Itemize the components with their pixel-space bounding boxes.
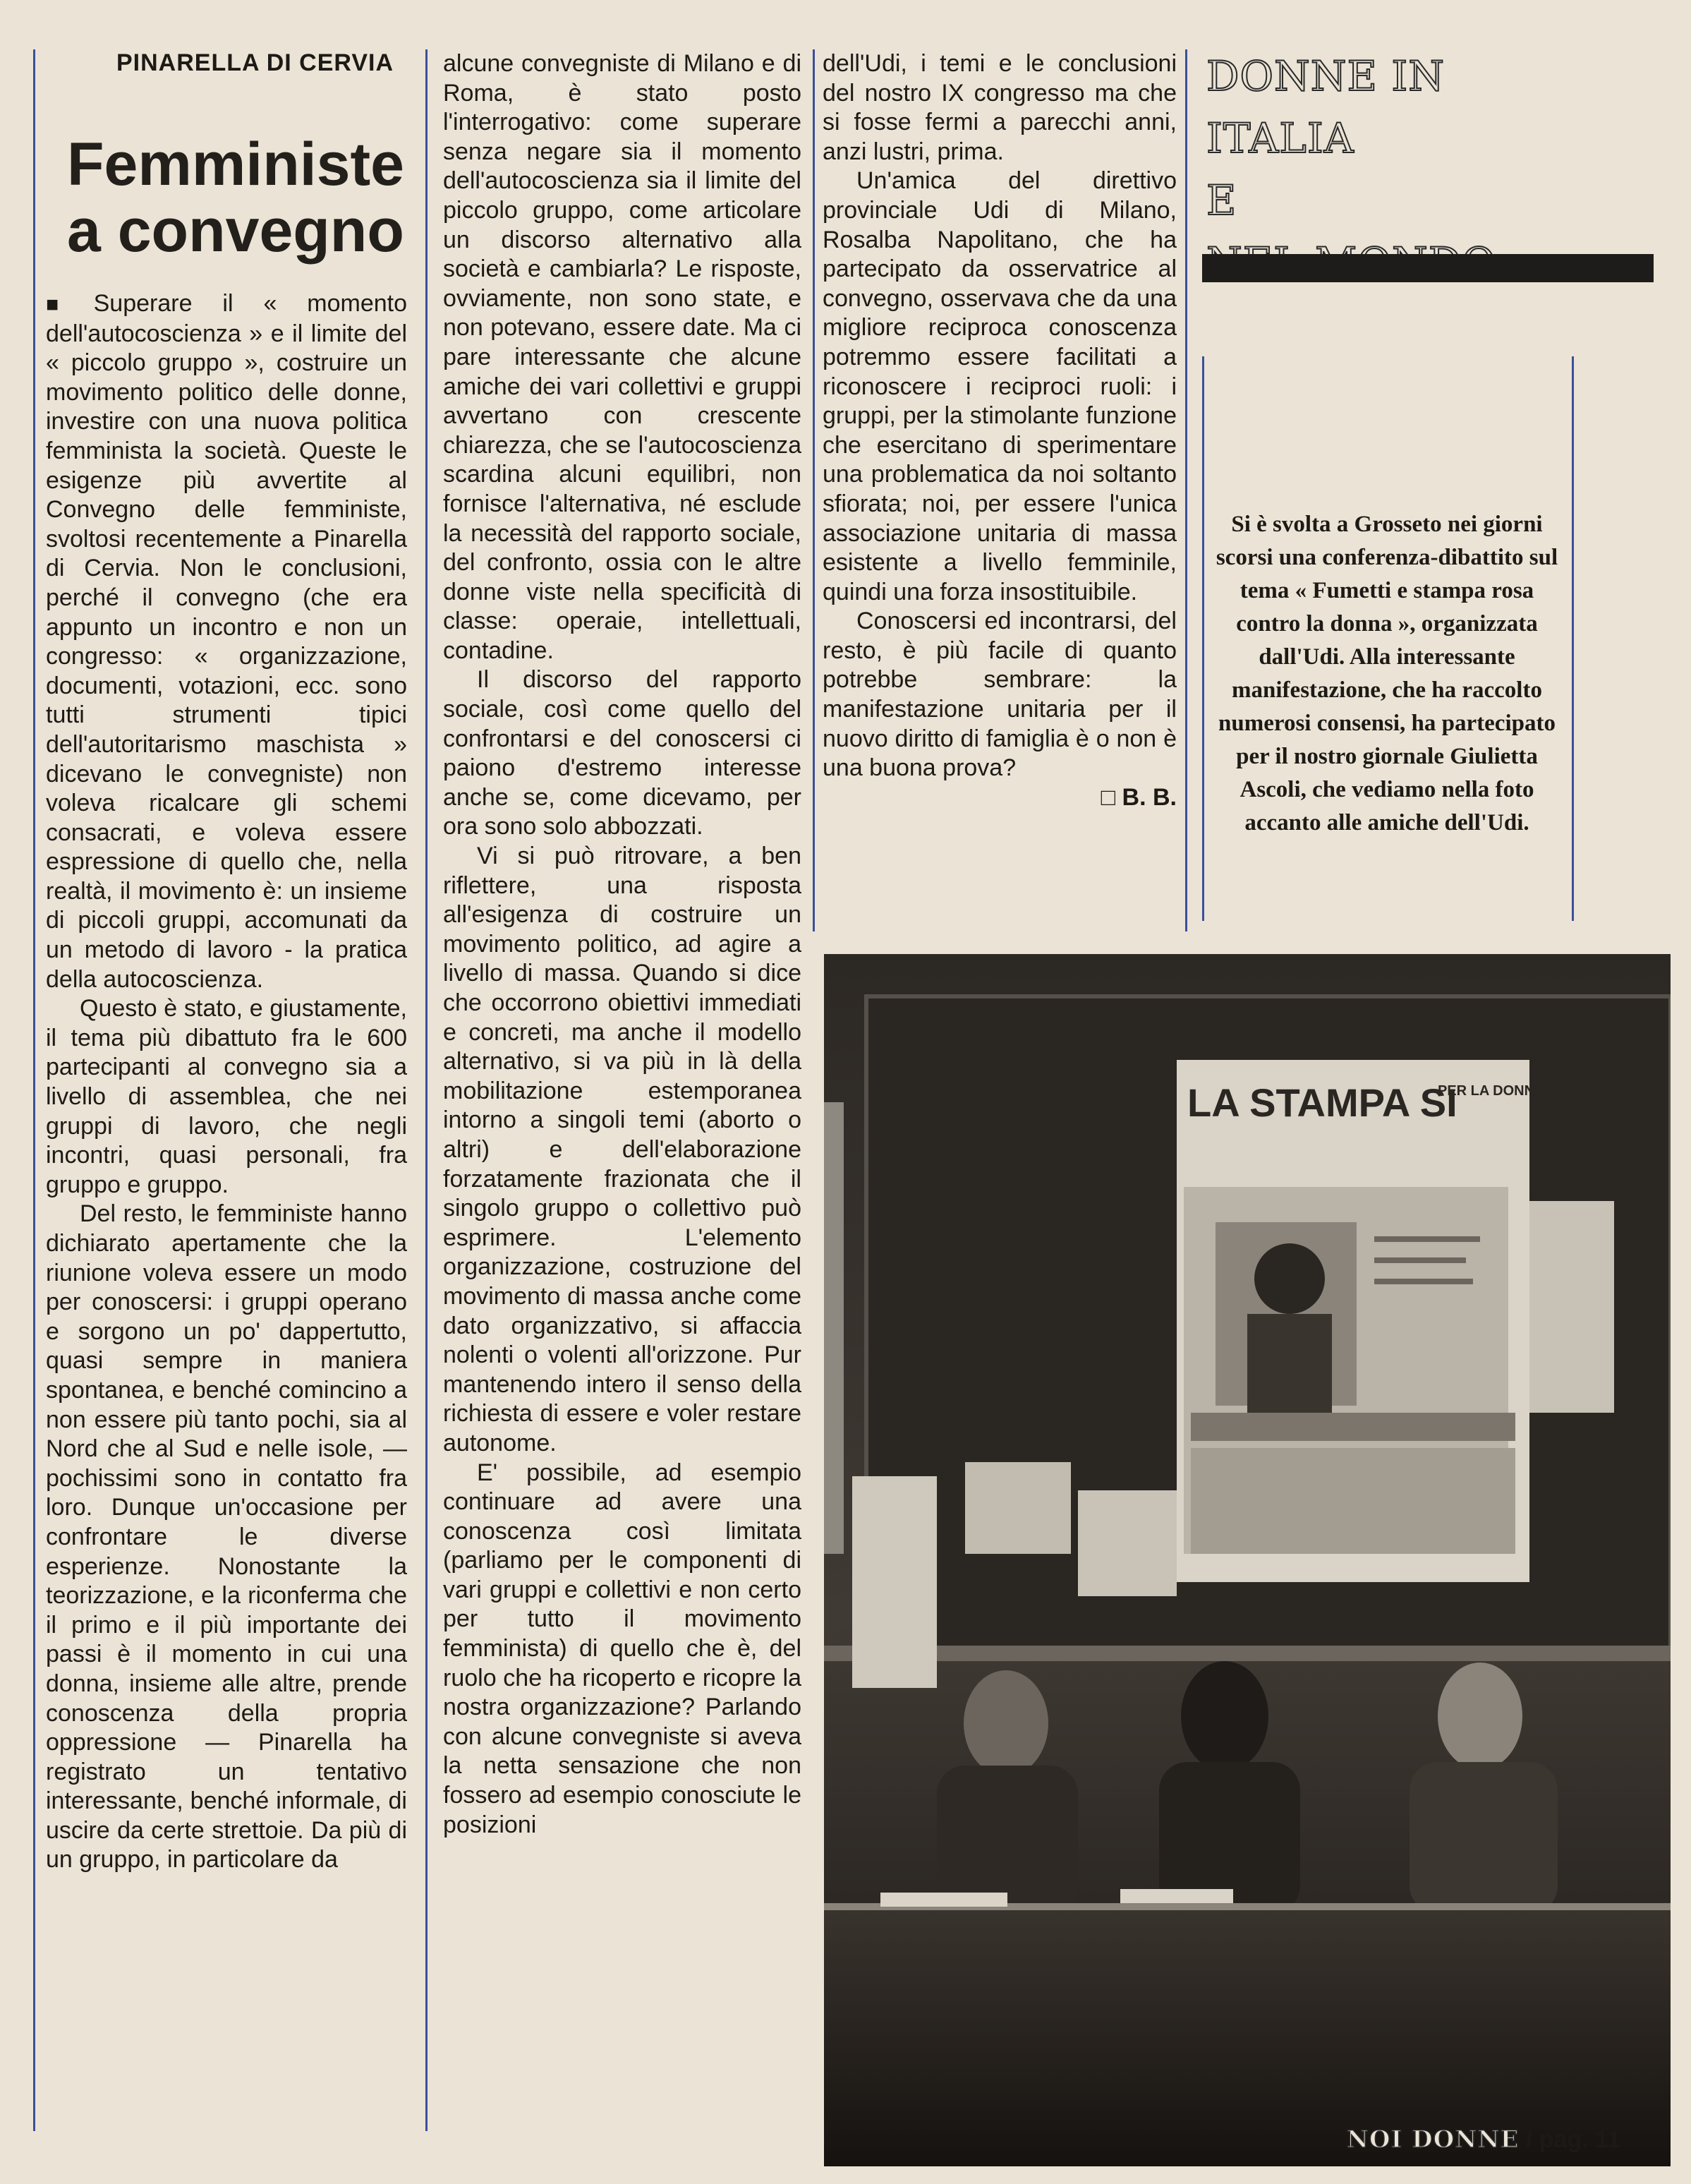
paragraph: Vi si può ritrovare, a ben riflettere, una risposta all'esigenza di costruire un movimento politico, ad agire a livello di massa. Quando si dice che occorrono obiettivi immediati e concreti, ma anche il modello alternativo, si va più in là della mobilitazione estemporanea intorno a singoli temi (aborto o altri) e dell'elaborazione forzatamente frazionata che il singolo gruppo o collettivo può esprimere. L'elemento organizzazione, costruzione del movimento di massa anche come dato organizzativo, si affaccia nolenti o volenti all'orizzone. Pur mantenendo intero il senso della richiesta di essere e voler restare autonome.	[443, 843, 801, 1456]
footer-separator: /	[1525, 2126, 1533, 2153]
poster-title: LA STAMPA SI	[1187, 1080, 1457, 1125]
section-title-line: DONNE IN ITALIA	[1206, 52, 1445, 162]
article-column-1	[46, 289, 407, 1875]
caption-rule-left	[1202, 356, 1204, 921]
bullet-marker: ■	[46, 293, 83, 316]
section-bar	[1202, 254, 1654, 282]
kicker: PINARELLA DI CERVIA	[116, 49, 394, 76]
caption-rule-right	[1572, 356, 1574, 921]
article-column-2	[443, 49, 801, 1840]
paragraph: Il discorso del rapporto sociale, così come quello del confrontarsi e del conoscersi ci paiono d'estremo interesse anche se, come dicevamo, per ora sono solo abbozzati.	[443, 666, 801, 840]
photo-illustration	[824, 954, 1671, 2166]
author-signature: □ B. B.	[1101, 783, 1177, 811]
section-title-line: E	[1206, 176, 1237, 224]
column-rule-4	[1185, 49, 1187, 931]
paragraph: Un'amica del direttivo provinciale Udi di Milano, Rosalba Napolitano, che ha partecipato da osservatrice al convegno, osservava che da una migliore reciproca conoscenza potremmo essere facilitati a riconoscere i reciproci ruoli: i gruppi, per la stimolante funzione che esercitano di sperimentare una problematica da noi soltanto sfiorata; noi, per essere l'unica associazione unitaria di massa esistente a livello femminile, quindi una forza insostituibile.	[823, 167, 1177, 605]
article-column-3	[823, 49, 1177, 812]
column-rule-2	[425, 49, 428, 2131]
paragraph: ■ Superare il « momento dell'autocoscienza » e il limite del « piccolo gruppo », costruire un movimento politico delle donne, investire con una nuova politica femminista la società. Queste le esigenze più avvertite al Convegno delle femministe, svoltosi recentemente a Pinarella di Cervia. Non le conclusioni, perché il convegno (che era appunto un incontro e non un congresso: « organizzazione, documenti, votazioni, ecc. sono tutti strumenti tipici dell'autoritarismo maschista » dicevano le convegniste) non voleva ricalcare gli schemi consacrati, e voleva essere espressione di quello che, nella realtà, il movimento è: un insieme di piccoli gruppi, accomunati da un metodo di lavoro - la pratica della autocoscienza.	[46, 290, 408, 993]
paragraph: Conoscersi ed incontrarsi, del resto, è più facile di quanto potrebbe sembrare: la manifestazione unitaria per il nuovo diritto di famiglia è o non è una buona prova?	[823, 608, 1177, 782]
paragraph: Questo è stato, e giustamente, il tema più dibattuto fra le 600 partecipanti al convegno sia a livello di assemblea, che nei gruppi di lavoro, che negli incontri, quasi personali, fra gruppo e gruppo.	[46, 995, 407, 1198]
paragraph: E' possibile, ad esempio continuare ad avere una conoscenza così limitata (parliamo per le componenti di vari gruppi e collettivi e non certo per tutto il movimento femminista) di quello che è, del ruolo che ha ricoperto e ricopre la nostra organizzazione? Parlando con alcune convegniste si aveva la netta sensazione che non fossero ad esempio conosciute le posizioni	[443, 1459, 801, 1838]
column-rule-3	[813, 49, 815, 931]
page-footer	[1347, 2125, 1620, 2154]
photo	[824, 954, 1671, 2166]
photo-caption: Si è svolta a Grosseto nei giorni scorsi una conferenza-dibattito sul tema « Fumetti e stampa rosa contro la donna », organizzata dall'Udi. Alla interessante manifestazione, che ha raccolto numerosi consensi, ha partecipato per il nostro giornale Giulietta Ascoli, che vediamo nella foto accanto alle amiche dell'Udi.	[1216, 512, 1558, 835]
page-number: pag. 11	[1539, 2126, 1620, 2153]
poster-side: PER LA DONNA	[1438, 1083, 1545, 1099]
magazine-logo: NOI DONNE	[1346, 2125, 1520, 2154]
paragraph: alcune convegniste di Milano e di Roma, è stato posto l'interrogativo: come superare senza negare sia il momento dell'autocoscienza sia il limite del piccolo gruppo, come articolare un discorso alternativo alla società e cambiarla? Le risposte, ovviamente, non sono state, e non potevano, essere date. Ma ci pare interessante che alcune amiche dei vari collettivi e gruppi avvertano con crescente chiarezza, che se l'autocoscienza scardina alcuni equilibri, non fornisce l'alternativa, né esclude la necessità del rapporto sociale, del confronto, ossia con le altre donne viste nella specificità di classe: operaie, intellettuali, contadine.	[443, 50, 801, 664]
paragraph: dell'Udi, i temi e le conclusioni del nostro IX congresso ma che si fosse fermi a parecchi anni, anzi lustri, prima.	[823, 50, 1177, 165]
headline: Femministe a convegno	[67, 131, 404, 265]
paragraph: Del resto, le femministe hanno dichiarato apertamente che la riunione voleva essere un modo per conoscersi: i gruppi operano e sorgono un po' dappertutto, quasi sempre in maniera spontanea, e benché comincino a non essere più tanto pochi, sia al Nord che al Sud e nelle isole, — pochissimi sono in contatto fra loro. Dunque un'occasione per confrontare le diverse esperienze. Nonostante la teorizzazione, e la riconferma che il primo e il più importante dei passi è il momento in cui una donna, insieme alle altre, prende conoscenza della propria oppressione — Pinarella ha registrato un tentativo interessante, benché informale, di uscire da certe strettoie. Da più di un gruppo, in particolare da	[46, 1200, 407, 1874]
column-rule-1	[33, 49, 35, 2131]
